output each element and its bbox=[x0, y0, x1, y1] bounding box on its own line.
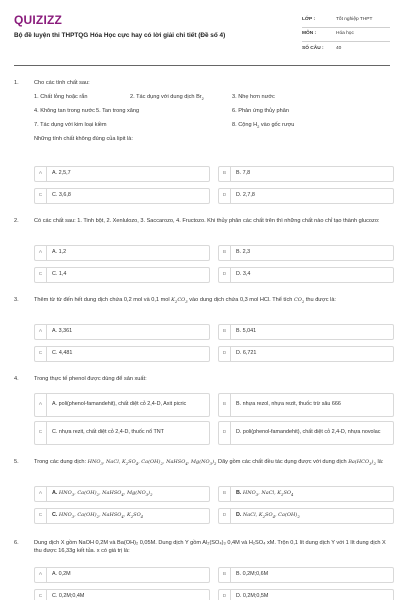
option-text: D. NaCl, $K_2SO_4$, $Ca(OH)_2$ bbox=[236, 512, 300, 520]
option-a[interactable] bbox=[34, 393, 210, 417]
option-c[interactable] bbox=[34, 508, 210, 524]
option-c[interactable] bbox=[34, 589, 210, 600]
option-text: C. 4,481 bbox=[52, 350, 73, 357]
question-text: Thêm từ từ đến hết dung dịch chứa 0,2 mol và 0,1 mol $K_2CO_3$ vào dung dịch chứa 0,3 mol HCl. Thể tích $CO_2$ thu được là: bbox=[34, 297, 336, 304]
option-b[interactable] bbox=[218, 324, 394, 340]
option-letter: D bbox=[219, 268, 231, 282]
option-text: B. nhựa rezol, nhựa rezit, thuốc trừ sâu 666 bbox=[236, 401, 341, 408]
option-letter: C bbox=[35, 422, 47, 444]
class-label: LỚP : bbox=[302, 17, 316, 23]
option-letter: C bbox=[35, 189, 47, 203]
option-text: D. 3,4 bbox=[236, 271, 251, 278]
option-d[interactable] bbox=[218, 508, 394, 524]
header bbox=[0, 0, 400, 62]
option-c[interactable] bbox=[34, 346, 210, 362]
option-d[interactable] bbox=[218, 421, 394, 445]
question-5 bbox=[14, 459, 390, 467]
statement-row bbox=[34, 94, 390, 108]
meta-row-count bbox=[302, 42, 390, 56]
option-text: B. $HNO_3$, NaCl, $K_2SO_4$ bbox=[236, 490, 294, 498]
option-text: A. $HNO_3$, $Ca(OH)_2$, NaHSO$_4$, $Mg(NO_3)_2$ bbox=[52, 490, 153, 498]
option-b[interactable] bbox=[218, 486, 394, 502]
option-a[interactable] bbox=[34, 324, 210, 340]
statement: 1. Chất lỏng hoặc rắn bbox=[34, 94, 88, 100]
question-number: 5. bbox=[14, 459, 19, 465]
option-letter: A bbox=[35, 487, 47, 501]
option-b[interactable] bbox=[218, 245, 394, 261]
option-letter: D bbox=[219, 189, 231, 203]
option-text: B. 7,8 bbox=[236, 170, 251, 177]
option-text: B. 2,3 bbox=[236, 249, 251, 256]
statement: 8. Cộng $H_2$ vào gốc rượu bbox=[232, 122, 295, 130]
option-letter: A bbox=[35, 568, 47, 582]
question-number: 1. bbox=[14, 80, 19, 86]
option-c[interactable] bbox=[34, 188, 210, 204]
question-text: Có các chất sau: 1. Tinh bột, 2. Xenlulozo, 3. Saccarozo, 4. Fructozo. Khi thủy phân các chất trên thì những chất nào chỉ tạo thành glucozo: bbox=[34, 218, 380, 224]
question-text: Trong các dung dịch: $HNO_3$, NaCl, $K_2SO_4$, $Ca(OH)_2$, NaHSO$_4$, $Mg(NO_3)_2$ Dãy gồm các chất đều tác dụng được với dung dịch $Ba(HCO_3)_2$ là: bbox=[34, 459, 384, 466]
option-letter: B bbox=[219, 325, 231, 339]
option-letter: C bbox=[35, 509, 47, 523]
statement-row bbox=[34, 122, 390, 136]
document-title: Bộ đề luyện thi THPTQG Hóa Học cực hay có lời giải chi tiết (Đề số 4) bbox=[14, 32, 226, 39]
statement: 7. Tác dụng với kim loại kiềm bbox=[34, 122, 107, 128]
option-letter: A bbox=[35, 394, 47, 416]
option-letter: A bbox=[35, 167, 47, 181]
option-letter: C bbox=[35, 590, 47, 600]
option-text: D. 0,2M;0,5M bbox=[236, 593, 269, 600]
question-number: 3. bbox=[14, 297, 19, 303]
question-number: 4. bbox=[14, 376, 19, 382]
option-d[interactable] bbox=[218, 267, 394, 283]
question-3 bbox=[14, 297, 390, 305]
option-text: A. 0,2M bbox=[52, 571, 71, 578]
count-label: SỐ CÂU : bbox=[302, 45, 324, 51]
question-1 bbox=[14, 80, 390, 144]
option-d[interactable] bbox=[218, 589, 394, 600]
option-letter: B bbox=[219, 568, 231, 582]
meta-row-subject bbox=[302, 28, 390, 42]
option-text: D. 6,721 bbox=[236, 350, 257, 357]
statement-row bbox=[34, 108, 390, 122]
statement: 5. Tan trong xăng bbox=[96, 108, 140, 114]
option-a[interactable] bbox=[34, 486, 210, 502]
meta-row-class bbox=[302, 14, 390, 28]
subject-value: Hóa học bbox=[336, 31, 354, 37]
option-letter: B bbox=[219, 394, 231, 416]
class-value: Tốt nghiệp THPT bbox=[336, 17, 373, 23]
option-text: C. $HNO_3$, $Ca(OH)_2$, NaHSO$_4$, $K_2SO_4$ bbox=[52, 512, 144, 520]
question-2 bbox=[14, 218, 390, 226]
option-text: C. 3,6,8 bbox=[52, 192, 71, 199]
question-text: Dung dịch X gồm NaOH 0,2M và Ba(OH)₂ 0,05M. Dung dịch Y gồm Al₂(SO₄)₃ 0,4M và H₂SO₄ xM. Trộn 0,1 lít dung dịch Y với 1 lít dung dịch X thu được 16,33g kết tủa. x có giá trị là: bbox=[34, 540, 386, 554]
statement: 6. Phản ứng thủy phân bbox=[232, 108, 289, 114]
option-letter: C bbox=[35, 268, 47, 282]
question-prompt: Những tính chất không đúng của lipit là: bbox=[34, 136, 133, 142]
statement: 3. Nhẹ hơn nước bbox=[232, 94, 275, 100]
option-c[interactable] bbox=[34, 421, 210, 445]
option-letter: C bbox=[35, 347, 47, 361]
option-text: A. 3,361 bbox=[52, 328, 73, 335]
option-b[interactable] bbox=[218, 567, 394, 583]
option-a[interactable] bbox=[34, 567, 210, 583]
option-d[interactable] bbox=[218, 188, 394, 204]
option-b[interactable] bbox=[218, 393, 394, 417]
option-text: C. 1,4 bbox=[52, 271, 67, 278]
option-b[interactable] bbox=[218, 166, 394, 182]
option-letter: A bbox=[35, 246, 47, 260]
header-divider bbox=[14, 65, 390, 66]
option-letter: D bbox=[219, 422, 231, 444]
option-letter: D bbox=[219, 347, 231, 361]
option-letter: B bbox=[219, 487, 231, 501]
question-text: Trong thực tế phenol được dùng để sản xuất: bbox=[34, 376, 147, 382]
option-text: A. 2,5,7 bbox=[52, 170, 71, 177]
option-text: D. poli(phenol-famandehit), chất diệt cỏ 2,4-D, nhựa novolac bbox=[236, 429, 381, 436]
option-d[interactable] bbox=[218, 346, 394, 362]
subject-label: MÔN : bbox=[302, 31, 317, 37]
option-text: A. poli(phenol-famandehit), chất diệt cỏ 2,4-D, Axit picric bbox=[52, 401, 187, 408]
question-text: Cho các tính chất sau: bbox=[34, 80, 90, 86]
statement: 2. Tác dụng với dung dịch $Br_2$ bbox=[130, 94, 204, 102]
question-number: 2. bbox=[14, 218, 19, 224]
option-text: D. 2,7,8 bbox=[236, 192, 255, 199]
count-value: 40 bbox=[336, 45, 342, 51]
option-text: C. 0,2M;0,4M bbox=[52, 593, 85, 600]
question-number: 6. bbox=[14, 540, 19, 546]
option-letter: D bbox=[219, 590, 231, 600]
option-text: A. 1,2 bbox=[52, 249, 67, 256]
question-4 bbox=[14, 376, 390, 384]
option-text: C. nhựa rezit, chất diệt cỏ 2,4-D, thuốc nổ TNT bbox=[52, 429, 164, 436]
quizizz-logo: QUIZIZZ bbox=[14, 13, 63, 27]
option-a[interactable] bbox=[34, 245, 210, 261]
option-letter: D bbox=[219, 509, 231, 523]
question-6 bbox=[14, 540, 390, 555]
option-letter: B bbox=[219, 167, 231, 181]
option-letter: B bbox=[219, 246, 231, 260]
option-text: B. 0,2M;0,6M bbox=[236, 571, 269, 578]
meta-table bbox=[302, 14, 390, 56]
option-a[interactable] bbox=[34, 166, 210, 182]
statement: 4. Không tan trong nước bbox=[34, 108, 95, 114]
option-letter: A bbox=[35, 325, 47, 339]
option-c[interactable] bbox=[34, 267, 210, 283]
option-text: B. 5,041 bbox=[236, 328, 257, 335]
